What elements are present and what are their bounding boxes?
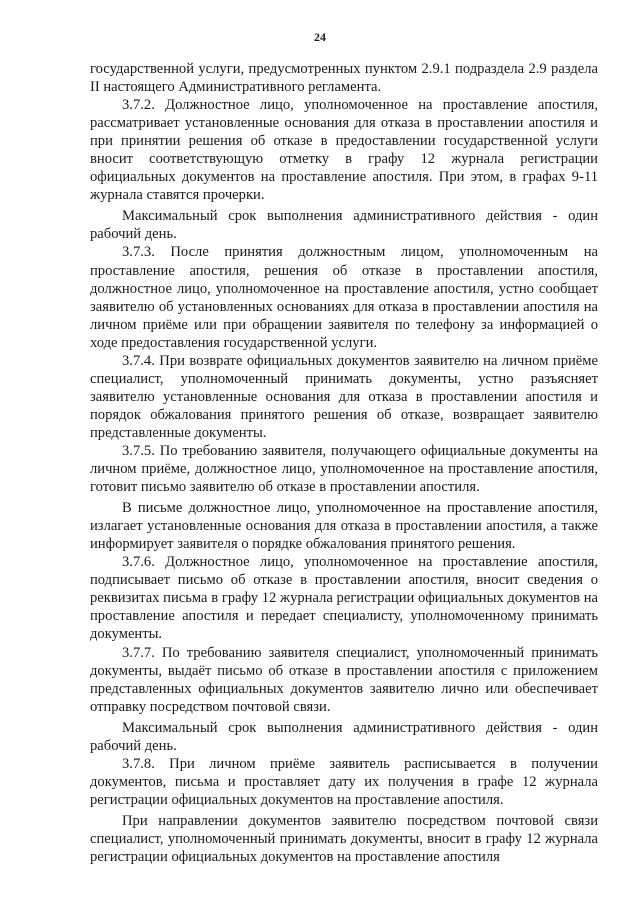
paragraph-3-7-6: 3.7.6. Должностное лицо, уполномоченное на проставление апостиля, подписывает письмо об отказе в проставлении апостиля, вносит сведения о реквизитах письма в графу 12 журнала регистрации официальных документов на проставление апостиля и передает специалисту, уполномоченному принимать документы. <box>90 554 598 643</box>
paragraph-max-term-1: Максимальный срок выполнения административного действия - один рабочий день. <box>90 208 598 243</box>
paragraph-3-7-3: 3.7.3. После принятия должностным лицом, уполномоченным на проставление апостиля, решения об отказе в проставлении апостиля, должностное лицо, уполномоченное на проставление апостиля, устно сообщает заявителю об установленных основаниях для отказа в проставлении апостиля на личном приёме или при обращении заявителя по телефону за информацией о ходе предоставления государственной услуги. <box>90 244 598 351</box>
paragraph-continuation: государственной услуги, предусмотренных пунктом 2.9.1 подраздела 2.9 раздела II настоящего Административного регламента. <box>90 61 598 96</box>
document-body <box>90 60 598 866</box>
paragraph-3-7-7: 3.7.7. По требованию заявителя специалист, уполномоченный принимать документы, выдаёт письмо об отказе в проставлении апостиля с приложением представленных официальных документов заявителю лично или обеспечивает отправку посредством почтовой связи. <box>90 644 598 715</box>
paragraph-3-7-4: 3.7.4. При возврате официальных документов заявителю на личном приёме специалист, уполномоченный принимать документы, устно разъясняет заявителю установленные основания для отказа в проставлении апостиля и порядок обжалования принятого решения об отказе, возвращает заявителю представленные документы. <box>90 352 598 441</box>
paragraph-3-7-5: 3.7.5. По требованию заявителя, получающего официальные документы на личном приёме, должностное лицо, уполномоченное на проставление апостиля, готовит письмо заявителю об отказе в проставлении апостиля. <box>90 442 598 496</box>
paragraph-letter-content: В письме должностное лицо, уполномоченное на проставление апостиля, излагает установленные основания для отказа в проставлении апостиля, а также информирует заявителя о порядке обжалования принятого решения. <box>90 500 598 553</box>
paragraph-postal-delivery: При направлении документов заявителю посредством почтовой связи специалист, уполномоченный принимать документы, вносит в графу 12 журнала регистрации официальных документов на проставление апостиля <box>90 812 598 866</box>
paragraph-3-7-2: 3.7.2. Должностное лицо, уполномоченное на проставление апостиля, рассматривает установленные основания для отказа в проставлении апостиля и при принятии решения об отказе в предоставлении государственной услуги вносит соответствующую отметку в графу 12 журнала регистрации официальных документов на проставление апостиля. При этом, в графах 9-11 журнала ставятся прочерки. <box>90 97 598 204</box>
page-number: 24 <box>314 30 326 44</box>
paragraph-3-7-8: 3.7.8. При личном приёме заявитель расписывается в получении документов, письма и проставляет дату их получения в графе 12 журнала регистрации официальных документов на проставление апостиля. <box>90 755 598 808</box>
paragraph-max-term-2: Максимальный срок выполнения административного действия - один рабочий день. <box>90 719 598 754</box>
